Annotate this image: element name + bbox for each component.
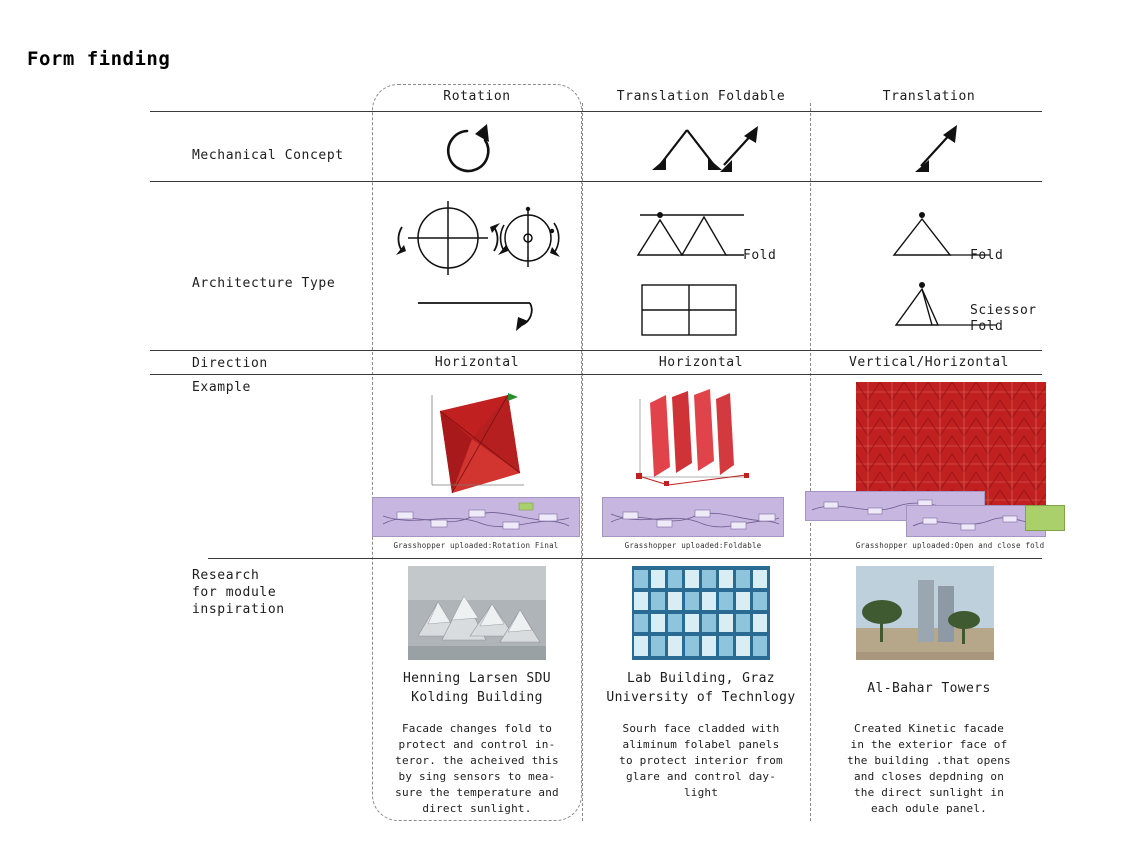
research-desc-3-line-5: the direct sunlight in bbox=[853, 786, 1005, 799]
research-title-1-line-2: Kolding Building bbox=[411, 690, 543, 705]
research-desc-1-line-6: direct sunlight. bbox=[422, 802, 532, 815]
row-label-architecture-type: Architecture Type bbox=[192, 276, 336, 291]
rule-direction bbox=[150, 374, 1042, 375]
direction-value-rotation: Horizontal bbox=[434, 355, 520, 370]
research-title-2-line-1: Lab Building, Graz bbox=[626, 671, 776, 686]
research-desc-1-line-5: sure the temperature and bbox=[395, 786, 559, 799]
research-desc-2-line-5: light bbox=[683, 786, 719, 799]
research-desc-3-line-3: the building .that opens bbox=[847, 754, 1011, 767]
column-header-translation: Translation bbox=[882, 89, 976, 104]
architecture-translation-sciessor-label: Sciessor bbox=[970, 303, 1037, 318]
research-photo-al-bahar-towers bbox=[856, 566, 994, 660]
architecture-translation-fold-label: Fold bbox=[970, 248, 1004, 263]
row-label-direction: Direction bbox=[192, 356, 268, 371]
mechanical-translation-foldable-icon bbox=[646, 118, 766, 176]
rule-mechanical bbox=[150, 181, 1042, 182]
research-desc-1-line-4: by sing sensors to mea- bbox=[398, 770, 556, 783]
architecture-translation-fold2-label: Fold bbox=[970, 319, 1004, 334]
grasshopper-caption-translation: Grasshopper uploaded:Open and close fold bbox=[855, 541, 1045, 550]
mechanical-rotation-icon bbox=[435, 118, 505, 176]
research-title-2-line-2: University of Technlogy bbox=[606, 690, 796, 705]
research-title-1-line-1: Henning Larsen SDU bbox=[402, 671, 552, 686]
rule-example bbox=[208, 558, 1042, 559]
research-desc-2-line-2: aliminum folabel panels bbox=[622, 738, 780, 751]
grasshopper-definition-rotation bbox=[372, 497, 580, 537]
grasshopper-definition-foldable bbox=[602, 497, 784, 537]
research-desc-3-line-4: and closes depdning on bbox=[853, 770, 1005, 783]
direction-value-foldable: Horizontal bbox=[658, 355, 744, 370]
research-desc-1-line-3: teror. the acheived this bbox=[395, 754, 559, 767]
research-desc-2-line-3: to protect interior from bbox=[619, 754, 783, 767]
research-photo-lab-building-graz bbox=[632, 566, 770, 660]
grasshopper-green-panel bbox=[1025, 505, 1065, 531]
column-header-rotation: Rotation bbox=[443, 89, 511, 104]
column-divider-2 bbox=[810, 103, 811, 821]
architecture-foldable-diagram bbox=[620, 193, 800, 343]
column-header-translation-foldable: Translation Foldable bbox=[616, 89, 786, 104]
row-label-research-line-2: for module bbox=[192, 585, 277, 600]
example-image-foldable bbox=[628, 385, 768, 497]
mechanical-translation-icon bbox=[905, 118, 975, 176]
research-desc-2-line-4: glare and control day- bbox=[625, 770, 777, 783]
rule-header bbox=[150, 111, 1042, 112]
research-desc-1-line-1: Facade changes fold to bbox=[401, 722, 553, 735]
row-label-example: Example bbox=[192, 380, 251, 395]
research-desc-2-line-1: Sourh face cladded with bbox=[622, 722, 780, 735]
research-desc-1-line-2: protect and control in- bbox=[398, 738, 556, 751]
research-desc-3-line-6: each odule panel. bbox=[871, 802, 987, 815]
row-label-research-line-1: Research bbox=[192, 568, 260, 583]
example-image-rotation bbox=[412, 381, 542, 501]
grasshopper-caption-foldable: Grasshopper uploaded:Foldable bbox=[624, 541, 762, 550]
architecture-rotation-diagram bbox=[382, 193, 582, 343]
research-title-3-line-1: Al-Bahar Towers bbox=[867, 681, 991, 696]
column-divider-1 bbox=[582, 103, 583, 821]
row-label-mechanical-concept: Mechanical Concept bbox=[192, 148, 344, 163]
page-title: Form finding bbox=[27, 48, 171, 70]
direction-value-translation: Vertical/Horizontal bbox=[848, 355, 1010, 370]
architecture-foldable-fold-label: Fold bbox=[743, 248, 777, 263]
research-desc-3-line-1: Created Kinetic facade bbox=[853, 722, 1005, 735]
research-desc-3-line-2: in the exterior face of bbox=[850, 738, 1008, 751]
rule-architecture bbox=[150, 350, 1042, 351]
grasshopper-caption-rotation: Grasshopper uploaded:Rotation Final bbox=[393, 541, 559, 550]
row-label-research-line-3: inspiration bbox=[192, 602, 285, 617]
form-finding-matrix bbox=[150, 85, 1045, 825]
architecture-translation-diagram bbox=[860, 193, 1040, 343]
research-photo-henning-larsen bbox=[408, 566, 546, 660]
